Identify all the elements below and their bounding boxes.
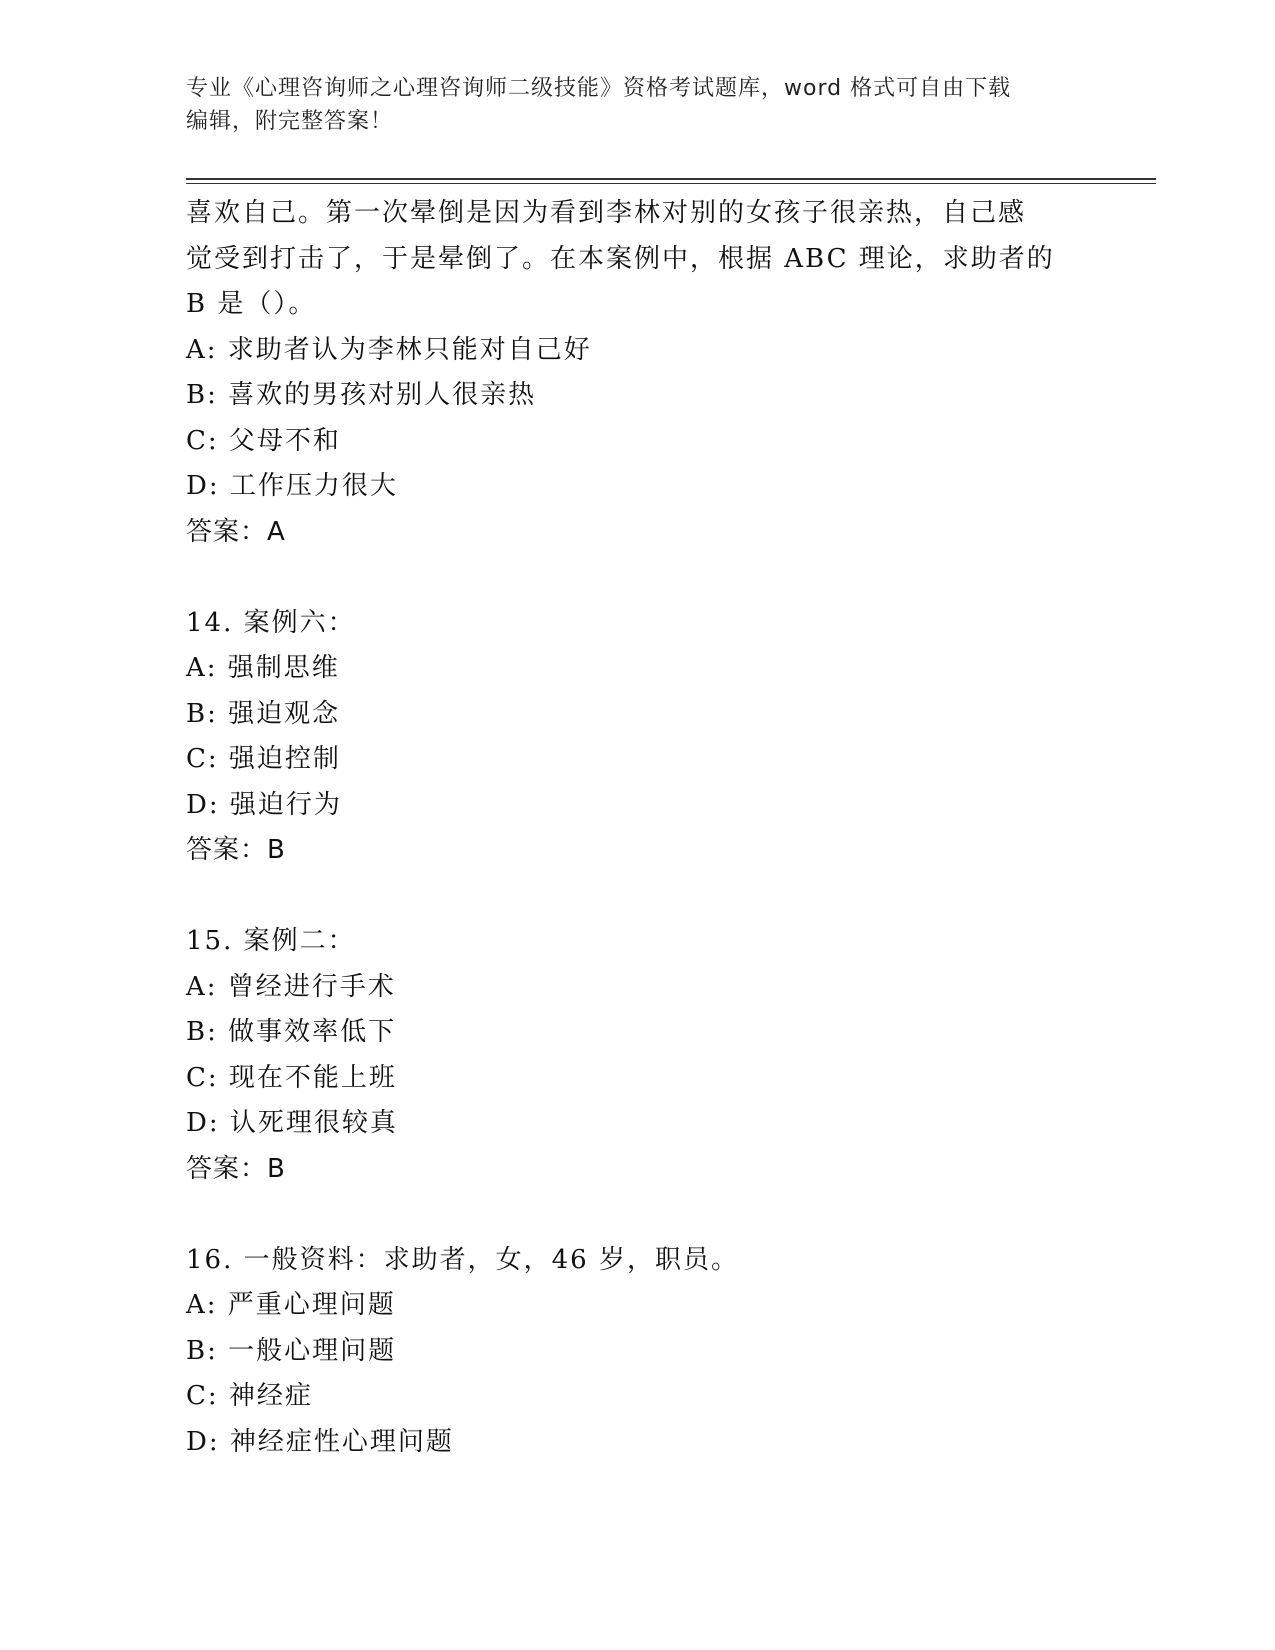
spacer bbox=[186, 874, 1086, 920]
option-b: B: 做事效率低下 bbox=[186, 1017, 397, 1047]
option-c: C: 强迫控制 bbox=[186, 744, 341, 774]
option-a: A: 强制思维 bbox=[186, 653, 340, 683]
header-line-1: 专业《心理咨询师之心理咨询师二级技能》资格考试题库，word 格式可自由下载 bbox=[186, 76, 1012, 101]
option-b: B: 一般心理问题 bbox=[186, 1335, 397, 1366]
question-13-continuation bbox=[186, 191, 1086, 555]
option-d: D: 认死理很较真 bbox=[186, 1108, 398, 1138]
header-line-2: 编辑，附完整答案！ bbox=[186, 109, 394, 134]
question-14 bbox=[186, 601, 1086, 874]
option-d: D: 工作压力很大 bbox=[186, 471, 398, 501]
question-stem-line: B 是（）。 bbox=[186, 289, 317, 319]
option-d: D: 强迫行为 bbox=[186, 789, 342, 820]
option-c: C: 神经症 bbox=[186, 1381, 313, 1411]
document-header bbox=[186, 72, 1066, 138]
option-b: B: 强迫观念 bbox=[186, 698, 341, 729]
option-a: A: 求助者认为李林只能对自己好 bbox=[186, 334, 592, 365]
question-stem: 15. 案例二： bbox=[186, 926, 356, 956]
question-stem: 16. 一般资料：求助者，女，46 岁，职员。 bbox=[186, 1244, 739, 1275]
answer-line: 答案：A bbox=[186, 516, 286, 547]
option-d: D: 神经症性心理问题 bbox=[186, 1426, 454, 1457]
option-c: C: 现在不能上班 bbox=[186, 1062, 397, 1093]
answer-line: 答案：B bbox=[186, 835, 286, 865]
option-c: C: 父母不和 bbox=[186, 425, 341, 456]
question-content bbox=[186, 191, 1086, 1465]
question-stem-line: 喜欢自己。第一次晕倒是因为看到李林对别的女孩子很亲热，自己感 bbox=[186, 198, 1027, 228]
option-a: A: 曾经进行手术 bbox=[186, 971, 396, 1002]
spacer bbox=[186, 1192, 1086, 1238]
header-divider-thin bbox=[186, 183, 1156, 184]
question-15 bbox=[186, 919, 1086, 1192]
header-divider-thick bbox=[186, 178, 1156, 180]
answer-line: 答案：B bbox=[186, 1153, 286, 1184]
option-a: A: 严重心理问题 bbox=[186, 1290, 396, 1320]
question-16 bbox=[186, 1238, 1086, 1466]
question-stem: 14. 案例六： bbox=[186, 607, 356, 638]
spacer bbox=[186, 555, 1086, 601]
option-b: B: 喜欢的男孩对别人很亲热 bbox=[186, 380, 537, 410]
question-stem-line: 觉受到打击了，于是晕倒了。在本案例中，根据 ABC 理论，求助者的 bbox=[186, 243, 1055, 274]
